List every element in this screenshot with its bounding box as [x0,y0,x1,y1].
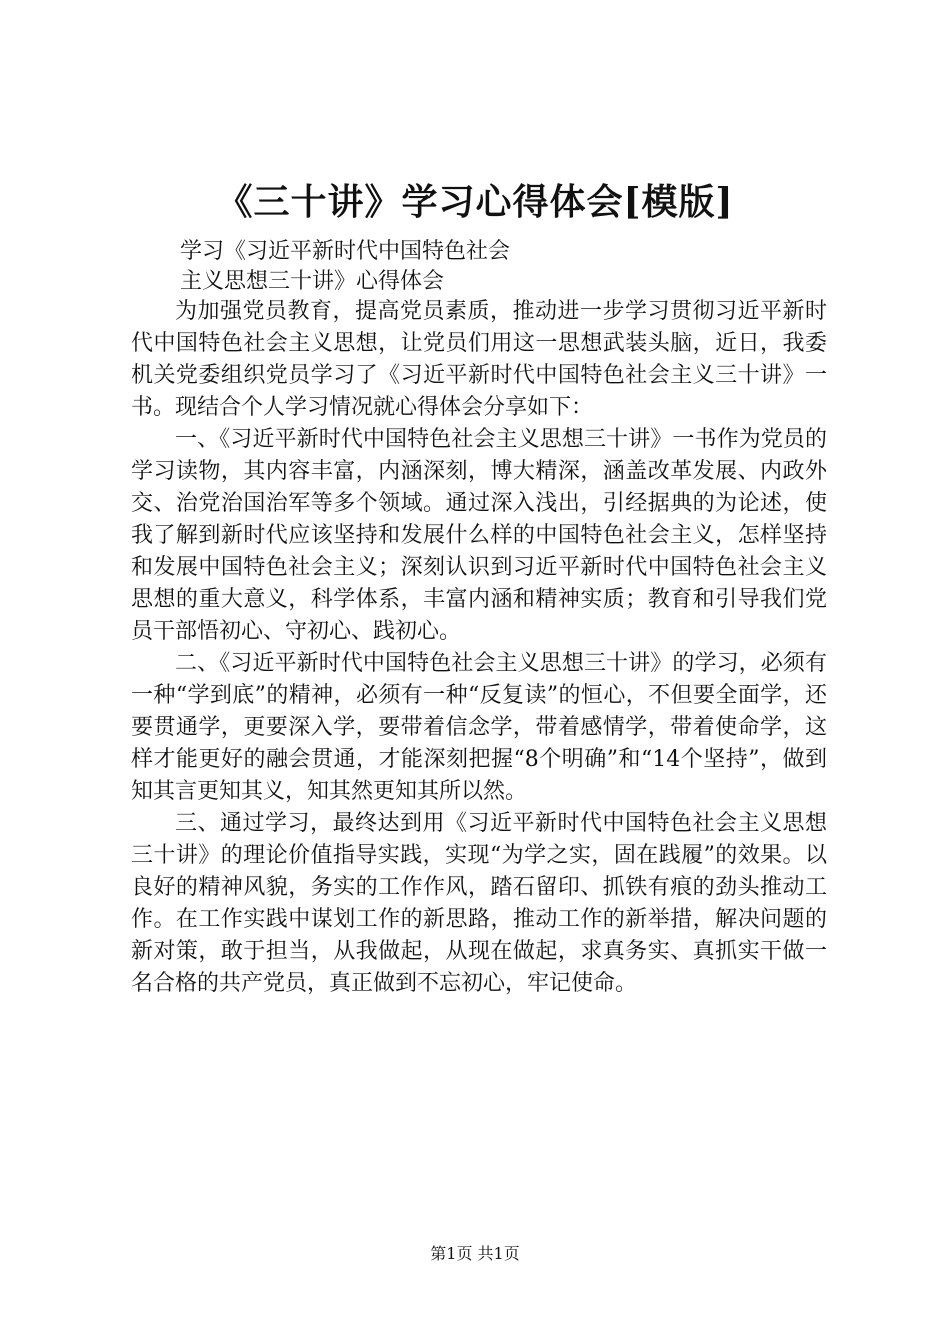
subtitle-line-2: 主义思想三十讲》心得体会 [180,269,445,294]
subtitle-line-1: 学习《习近平新时代中国特色社会 [180,239,511,264]
paragraph-point-three: 三、通过学习，最终达到用《习近平新时代中国特色社会主义思想三十讲》的理论价值指导实践，实现“为学之实，固在践履”的效果。以良好的精神风貌，务实的工作作风，踏石留印、抓铁有痕的劲头推动工作。在工作实践中谋划工作的新思路，推动工作的新举措，解决问题的新对策，敢于担当，从我做起，从现在做起，求真务实、真抓实干做一名合格的共产党员，真正做到不忘初心，牢记使命。 [131,811,827,996]
paragraph-intro: 为加强党员教育，提高党员素质，推动进一步学习贯彻习近平新时代中国特色社会主义思想，让党员们用这一思想武装头脑，近日，我委机关党委组织党员学习了《习近平新时代中国特色社会主义三十讲》一书。现结合个人学习情况就心得体会分享如下： [131,299,827,420]
document-title: 《三十讲》学习心得体会[模版] [216,181,734,223]
paragraph-point-two: 二、《习近平新时代中国特色社会主义思想三十讲》的学习，必须有一种“学到底”的精神，必须有一种“反复读”的恒心，不但要全面学，还要贯通学，更要深入学，要带着信念学，带着感情学，带着使命学，这样才能更好的融会贯通，才能深刻把握“8个明确”和“14个坚持”，做到知其言更知其义，知其然更知其所以然。 [131,651,827,804]
paragraph-point-one: 一、《习近平新时代中国特色社会主义思想三十讲》一书作为党员的学习读物，其内容丰富，内涵深刻，博大精深，涵盖改革发展、内政外交、治党治国治军等多个领域。通过深入浅出，引经据典的为论述，使我了解到新时代应该坚持和发展什么样的中国特色社会主义，怎样坚持和发展中国特色社会主义；深刻认识到习近平新时代中国特色社会主义思想的重大意义，科学体系，丰富内涵和精神实质；教育和引导我们党员干部悟初心、守初心、践初心。 [131,427,827,644]
page-footer: 第1页 共1页 [430,1244,520,1263]
document-body [131,296,827,1000]
